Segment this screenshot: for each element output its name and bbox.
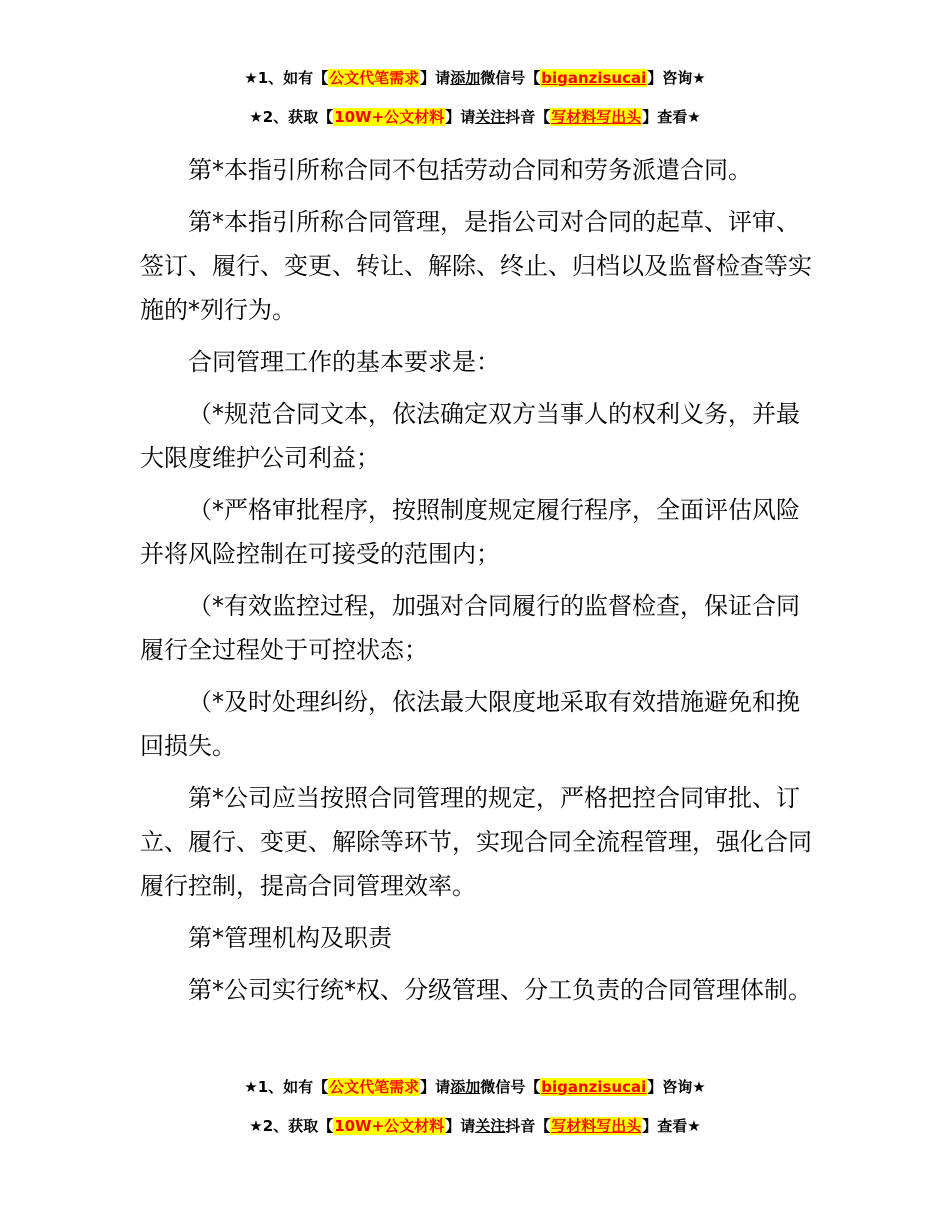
banner-suffix: 】查看★ xyxy=(642,108,701,126)
banner-suffix: 】咨询★ xyxy=(647,1078,706,1096)
top-banner-line-2 xyxy=(0,107,950,127)
banner-mid: 微信号【 xyxy=(480,1078,541,1096)
banner-suffix: 】查看★ xyxy=(642,1117,701,1135)
bottom-banner-line-2 xyxy=(0,1116,950,1136)
banner-mid: 微信号【 xyxy=(480,69,541,87)
paragraph: 第*本指引所称合同管理，是指公司对合同的起草、评审、签订、履行、变更、转让、解除、终止、归档以及监督检查等实施的*列行为。 xyxy=(140,208,812,324)
wechat-id-link[interactable]: biganzisucai xyxy=(541,1078,647,1096)
douyin-account-link[interactable]: 写材料写出头 xyxy=(551,1117,642,1135)
douyin-account-link[interactable]: 写材料写出头 xyxy=(551,108,642,126)
materials-highlight: 10W+公文材料 xyxy=(334,108,445,126)
banner-mid: 】请 xyxy=(445,108,476,126)
banner-prefix: ★1、如有【 xyxy=(244,1078,329,1096)
ghostwriting-highlight: 公文代笔需求 xyxy=(329,1078,420,1096)
top-banner-line-1 xyxy=(0,68,950,88)
bottom-banner-line-1 xyxy=(0,1077,950,1097)
banner-prefix: ★2、获取【 xyxy=(249,1117,334,1135)
add-underlined: 添加 xyxy=(450,69,481,87)
banner-suffix: 】咨询★ xyxy=(647,69,706,87)
banner-prefix: ★2、获取【 xyxy=(249,108,334,126)
banner-mid: 】请 xyxy=(445,1117,476,1135)
paragraph: 合同管理工作的基本要求是： xyxy=(188,348,500,376)
banner-mid: 】请 xyxy=(420,69,451,87)
banner-prefix: ★1、如有【 xyxy=(244,69,329,87)
banner-mid: 】请 xyxy=(420,1078,451,1096)
add-underlined: 添加 xyxy=(450,1078,481,1096)
paragraph: （*严格审批程序，按照制度规定履行程序，全面评估风险并将风险控制在可接受的范围内； xyxy=(140,496,800,568)
document-body xyxy=(140,148,820,1012)
paragraph: 第*公司实行统*权、分级管理、分工负责的合同管理体制。 xyxy=(188,976,812,1004)
banner-mid: 抖音【 xyxy=(505,1117,551,1135)
paragraph: 第*本指引所称合同不包括劳动合同和劳务派遣合同。 xyxy=(188,156,752,184)
follow-underlined: 关注 xyxy=(475,1117,506,1135)
banner-mid: 抖音【 xyxy=(505,108,551,126)
follow-underlined: 关注 xyxy=(475,108,506,126)
paragraph: 第*公司应当按照合同管理的规定，严格把控合同审批、订立、履行、变更、解除等环节，实现合同全流程管理，强化合同履行控制，提高合同管理效率。 xyxy=(140,784,812,900)
wechat-id-link[interactable]: biganzisucai xyxy=(541,69,647,87)
ghostwriting-highlight: 公文代笔需求 xyxy=(329,69,420,87)
paragraph: （*及时处理纠纷，依法最大限度地采取有效措施避免和挽回损失。 xyxy=(140,688,800,760)
paragraph: 第*管理机构及职责 xyxy=(188,924,392,952)
paragraph: （*规范合同文本，依法确定双方当事人的权利义务，并最大限度维护公司利益； xyxy=(140,400,800,472)
materials-highlight: 10W+公文材料 xyxy=(334,1117,445,1135)
paragraph: （*有效监控过程，加强对合同履行的监督检查，保证合同履行全过程处于可控状态； xyxy=(140,592,800,664)
